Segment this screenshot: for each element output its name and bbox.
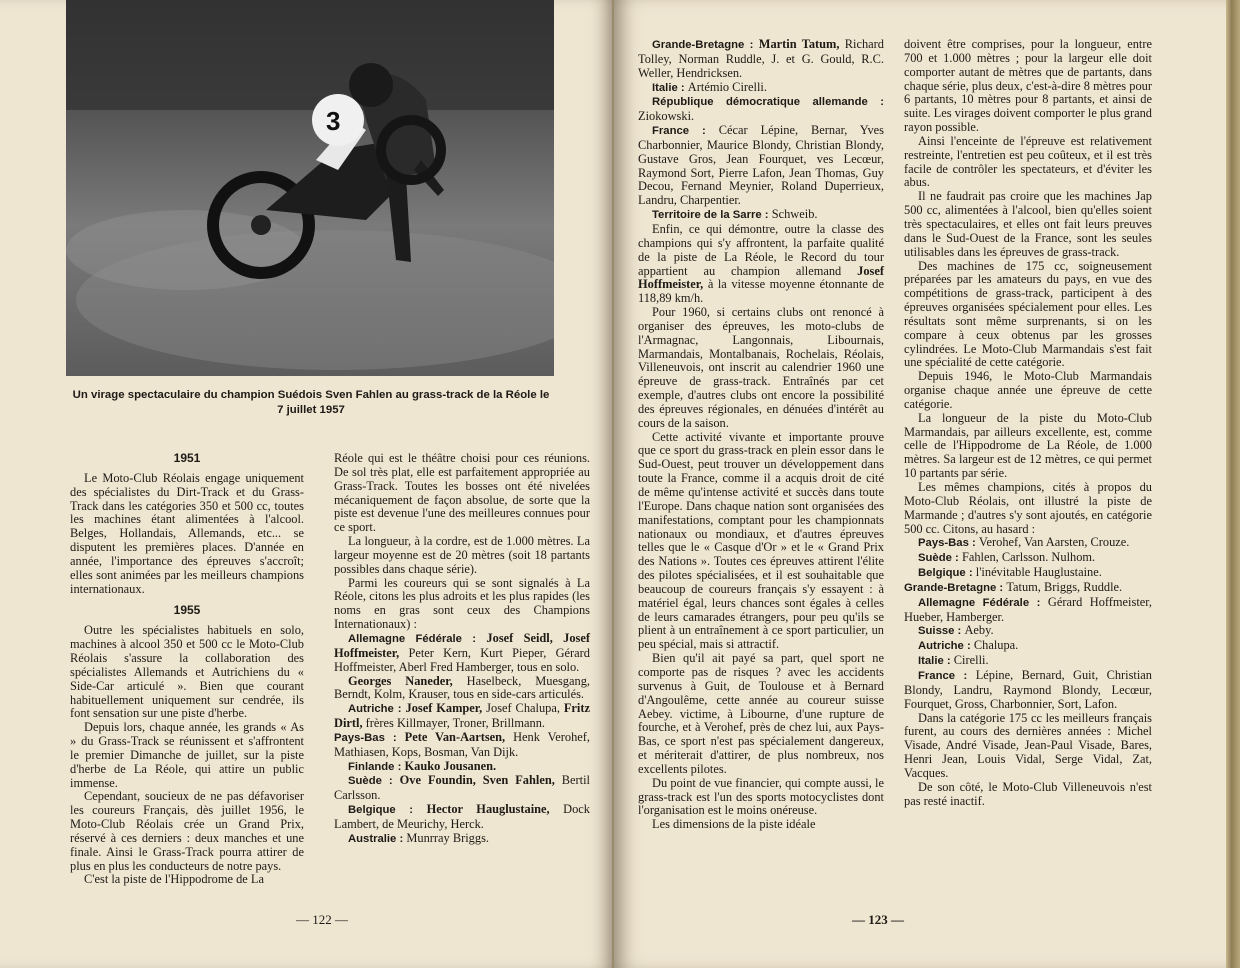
paragraph: Cette activité vivante et importante prouve que ce sport du grass-track en plein essor dans le Sud-Ouest, peut trouver un développement dans toute la France, comme il a acquis droit de cité de même qu'intense activité et succès dans toute l'Europe. Dans chaque nation sont organisées des manifestations, comptant pour les championnats nationaux ou mondiaux, et d'autres épreuves telles que le « Casque d'Or » et le « Grand Prix des Nations ». Toutes ces épreuves attirent l'élite des pilotes spécialisées, et il est souhaitable que beaucoup de coureurs français s'y essayent : à matériel égal, leurs chances sont égales à celles de leurs camarades étrangers, pour peu qu'ils se plient à un entraînement à ce sport particulier, un peu spécial, mais si attractif. xyxy=(638,429,884,652)
paragraph: Il ne faudrait pas croire que les machines Jap 500 cc, alimentées à l'alcool, bien qu'elles soient très spectaculaires, et elles ont fait leurs preuves dans le Sud-Ouest de la France, sont les seules utilisables dans les épreuves de grass-track. xyxy=(904,189,1152,259)
country-entry: Suède : Fahlen, Carlsson. Nulhom. xyxy=(918,550,1096,565)
country-entry: Belgique : Hector Hauglustaine, Dock Lambert, de Meurichy, Herck. xyxy=(334,802,590,831)
country-entry: Belgique : l'inévitable Hauglustaine. xyxy=(918,565,1102,580)
motorcycle-photo xyxy=(66,0,554,376)
paragraph: doivent être comprises, pour la longueur, entre 700 et 1.000 mètres ; pour la largeur elle doit comporter autant de mètres que de partants, dans chaque série, plus deux, c'est-à-dire 8 mètres pour 6 partants, 10 mètres pour 8 partants, et ainsi de suite. Les virages doivent comporter le plus grand rayon possible. xyxy=(904,37,1152,135)
paragraph: La longueur de la piste du Moto-Club Marmandais, par ailleurs excellente, est, comme celle de l'Hippodrome de La Réole, de 1.000 mètres. Sa largeur est de 12 mètres, ce qui permet 10 partants par série. xyxy=(904,410,1152,481)
right-column-1 xyxy=(638,38,884,832)
paragraph: Du point de vue financier, qui compte aussi, le grass-track est l'un des sports motocyclistes dont l'organisation est le moins onéreuse. xyxy=(638,775,884,818)
paragraph: Enfin, ce qui démontre, outre la classe des champions qui s'y affrontent, la parfaite qualité de la piste de La Réole, le Record du tour appartient au champion allemand Josef Hoffmeister, à la vitesse moyenne étonnante de 118,89 km/h. xyxy=(638,221,884,306)
left-column-1 xyxy=(70,452,304,887)
page-number: — 122 — xyxy=(296,912,348,927)
left-column-2 xyxy=(334,452,590,847)
paragraph: De son côté, le Moto-Club Villeneuvois n'est pas resté inactif. xyxy=(904,779,1152,808)
paragraph: C'est la piste de l'Hippodrome de La xyxy=(84,872,264,887)
paragraph: Cependant, soucieux de ne pas défavoriser les coureurs Français, dès juillet 1956, le Moto-Club Réolais crée un Grand Prix, réservé à ces derniers : deux manches et une finale. Ainsi le Grass-Track pourra attirer de plus en plus les conducteurs de notre pays. xyxy=(70,789,304,873)
paragraph: Le Moto-Club Réolais engage uniquement des spécialistes du Dirt-Track et du Grass-Track dans les catégories 350 et 500 cc, toutes les machines étant alimentées à l'alcool. Belges, Hollandais, Allemands, etc... se disputent les premières places. D'année en année, l'importance des épreuves s'accroît; elles sont animées par les meilleurs champions internationaux. xyxy=(70,470,304,596)
right-column-2 xyxy=(904,38,1152,808)
photo-caption: Un virage spectaculaire du champion Suédois Sven Fahlen au grass-track de la Réole le 7 juillet 1957 xyxy=(72,389,550,416)
country-entry: Autriche : Josef Kamper, Josef Chalupa, Fritz Dirtl, frères Killmayer, Troner, Brillmann. xyxy=(334,701,590,731)
country-entry: Georges Naneder, Haselbeck, Muesgang, Berndt, Kolm, Krauser, tous en side-cars articulés. xyxy=(334,673,590,702)
country-entry: Finlande : Kauko Jousanen. xyxy=(348,758,497,773)
paragraph: Réole qui est le théâtre choisi pour ces réunions. De sol très plat, elle est parfaitement appropriée au Grass-Track. Toutes les bosses ont été nivelées mécaniquement de façon absolue, de sorte que la piste est devenue l'une des meilleures connues pour ce sport. xyxy=(334,451,590,535)
paragraph: Depuis lors, chaque année, les grands « As » du Grass-Track se réunissent et s'affrontent le premier Dimanche de juillet, sur la piste d'herbe de La Réole, qui attire un public immense. xyxy=(70,720,304,790)
paragraph: Les mêmes champions, cités à propos du Moto-Club Réolais, ont illustré la piste de Marmande ; d'autres s'y sont ajoutés, en catégorie 500 cc. Citons, au hasard : xyxy=(904,480,1152,536)
country-entry: Suisse : Aeby. xyxy=(918,623,994,638)
country-entry: Autriche : Chalupa. xyxy=(918,638,1019,653)
country-entry: Pays-Bas : Verohef, Van Aarsten, Crouze. xyxy=(918,535,1130,550)
right-page xyxy=(614,0,1226,968)
paragraph: La longueur, à la cordre, est de 1.000 mètres. La largeur moyenne est de 20 mètres (soit 18 partants possibles dans chaque série). xyxy=(334,534,590,576)
left-page xyxy=(0,0,612,968)
paragraph: Pour 1960, si certains clubs ont renoncé à organiser des épreuves, les moto-clubs de l'Armagnac, Langonnais, Libournais, Marmandais, Montalbanais, Rochelais, Réolais, Villeneuvois, ont inscrit au calendrier 1960 une épreuve de grass-track. Entraînés par cet exemple, d'autres clubs ont encore la possibilité des épreuves régionales, en dénuées d'intérêt au cours de la saison. xyxy=(638,305,884,430)
country-entry: Italie : Artémio Cirelli. xyxy=(652,79,767,94)
country-entry: Pays-Bas : Pete Van-Aartsen, Henk Verohef, Mathiasen, Kops, Bosman, Van Dijk. xyxy=(334,729,590,759)
year-1955: 1955 xyxy=(173,603,201,618)
year-1951: 1951 xyxy=(173,451,201,465)
country-entry: France : Cécar Lépine, Bernar, Yves Charbonnier, Maurice Blondy, Christian Blondy, Gustave Gros, Jean Fourquet, ves Lecœur, Raymond Sort, Pierre Lafon, Jean Thomas, Guy Decou, Fernand Meynier, Roland Duperrieux, Landru, Charpentier. xyxy=(638,123,884,208)
country-entry: Italie : Cirelli. xyxy=(918,653,989,668)
paragraph: Outre les spécialistes habituels en solo, machines à alcool 350 et 500 cc le Moto-Club Réolais s'assure la collaboration des spécialistes Allemands et Autrichiens du « Side-Car articulé ». Bien que courant habituellement uniquement sur cendrée, ils font sensation sur une piste d'herbe. xyxy=(70,623,304,721)
country-entry: Allemagne Fédérale : Gérard Hoffmeister, Hueber, Hamberger. xyxy=(904,594,1152,624)
rider-illustration xyxy=(66,0,554,376)
paragraph: Depuis 1946, le Moto-Club Marmandais organise chaque année une épreuve de cette catégorie. xyxy=(904,369,1152,411)
svg-text:3: 3 xyxy=(326,106,341,136)
country-entry: Territoire de la Sarre : Schweib. xyxy=(652,207,818,222)
country-entry: Suède : Ove Foundin, Sven Fahlen, Bertil Carlsson. xyxy=(334,773,590,803)
paragraph: Parmi les coureurs qui se sont signalés à La Réole, citons les plus adroits et les plus rapides (les noms en gras sont ceux des Champions Internationaux) : xyxy=(334,575,590,632)
paragraph: Des machines de 175 cc, soigneusement préparées par les amateurs du pays, en vue des compétitions de grass-track, participent à des épreuves organisées spécialement pour elles. Les résultats sont même surprenants, si on les compare à ceux obtenus par les grosses cylindrées. Le Moto-Club Marmandais s'est fait une spécialité de cette catégorie. xyxy=(904,258,1152,370)
country-entry: République démocratique allemande : Ziokowski. xyxy=(638,96,884,124)
country-entry: Grande-Bretagne : Tatum, Briggs, Ruddle. xyxy=(904,579,1123,594)
paragraph: Les dimensions de la piste idéale xyxy=(652,817,816,832)
country-entry: Grande-Bretagne : Martin Tatum, Richard Tolley, Norman Ruddle, J. et G. Gould, R.C. Weller, Hendricksen. xyxy=(638,37,884,80)
paragraph: Bien qu'il ait payé sa part, quel sport ne comporte pas de risques ? avec les accidents survenus à Guit, de Toulouse et à Bernard d'Angoulême, cette année au coureur suisse Aebey. victime, à Libourne, d'une rupture de fourche, et à Verohef, près de chez lui, aux Pays-Bas, ce sport n'est pas spécialement dangereux, et mériterait d'attirer, de plus nombreux, nos excellents pilotes. xyxy=(638,651,884,776)
paragraph: Dans la catégorie 175 cc les meilleurs français furent, au cours des dernières années : Michel Visade, André Visade, Jean-Paul Visade, Bares, Henri Jean, Louis Vidal, Serge Vidal, Zat, Vacques. xyxy=(904,710,1152,780)
book-edge xyxy=(1226,0,1240,968)
page-number: — 123 — xyxy=(852,912,904,927)
country-entry: Australie : Munrray Briggs. xyxy=(348,830,489,845)
country-entry: Allemagne Fédérale : Josef Seidl, Josef Hoffmeister, Peter Kern, Kurt Pieper, Gérard Hoffmeister, Aberl Fred Hamberger, tous en solo. xyxy=(334,630,590,674)
paragraph: Ainsi l'enceinte de l'épreuve est relativement restreinte, l'entretien est peu coûteux, et il est très facile de contrôler les spectateurs, et d'éviter les abus. xyxy=(904,133,1152,190)
country-entry: France : Lépine, Bernard, Guit, Christian Blondy, Landru, Raymond Blondy, Lecœur, Fourquet, Gross, Charbonnier, Sort, Lafon. xyxy=(904,667,1152,711)
